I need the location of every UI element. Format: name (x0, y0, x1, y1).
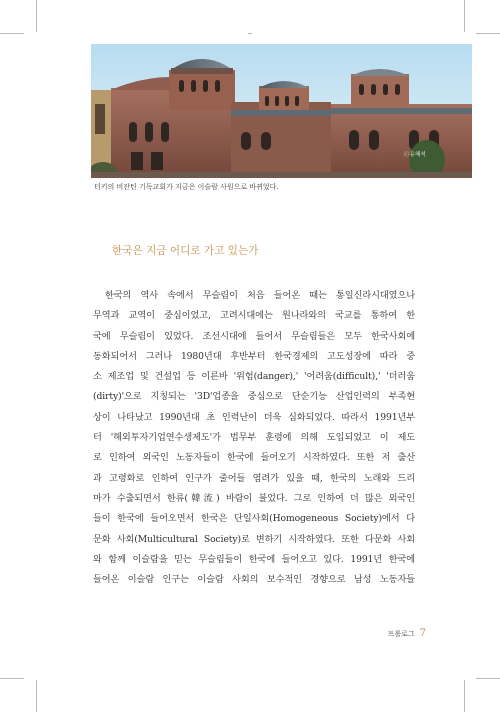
paragraph-line: 소 제조업 및 건설업 등 이른바 '위험(danger),' '어려움(difficult),' '더러움 (93, 371, 415, 383)
crop-mark (464, 680, 465, 712)
paragraph-line: 로 인하여 외국인 노동자들이 한국에 들어오기 시작하였다. 또한 저 출산 (93, 452, 415, 464)
paragraph-line: 동화되어서 그러나 1980년대 후반부터 한국경제의 고도성장에 따라 중 (93, 350, 415, 362)
paragraph-line: 들어온 이슬람 인구는 이슬람 사회의 보수적인 경향으로 남성 노동자들 (93, 574, 415, 586)
body-paragraph (93, 286, 415, 590)
crop-mark (464, 0, 465, 32)
section-heading: 한국은 지금 어디로 가고 있는가 (112, 245, 259, 257)
paragraph-line: 들이 한국에 들어오면서 한국은 단일사회(Homogeneous Society)에서 다 (93, 513, 415, 525)
crop-mark (476, 678, 500, 679)
paragraph-line: 터 '해외투자기업연수생제도'가 법무부 훈령에 의해 도입되었고 이 제도 (93, 432, 415, 444)
paragraph-line: 한국의 역사 속에서 무슬림이 처음 들어온 때는 통일신라시대였으나 (105, 290, 415, 301)
crop-mark (476, 33, 500, 34)
crop-mark (248, 33, 252, 34)
paragraph-line: 상이 나타났고 1990년대 초 인력난이 더욱 심화되었다. 따라서 1991년부 (93, 411, 415, 423)
crop-mark (36, 0, 37, 32)
page-footer (388, 628, 426, 639)
footer-section-label: 프롤로그 (387, 630, 415, 638)
crop-mark (0, 33, 24, 34)
photo-credit: ⓒ유혜석 (403, 152, 426, 158)
photo-caption: 터키의 비잔틴 기독교회가 지금은 이슬람 사원으로 바뀌었다. (94, 183, 279, 191)
paragraph-line: 국에 무슬림이 있었다. 조선시대에 들어서 무슬림들은 모두 한국사회에 (93, 330, 415, 342)
paragraph-line: 과 고령화로 인하여 인구가 줄어들 염려가 있을 때, 한국의 노래와 드리 (93, 472, 415, 484)
paragraph-line: 무역과 교역이 중심이었고, 고려시대에는 원나라와의 국교를 통하여 한 (93, 310, 415, 322)
paragraph-line: 마가 수출되면서 한류(韓流) 바람이 불었다. 그로 인하여 더 많은 외국인 (93, 492, 415, 504)
paragraph-line: (dirty)'으로 지칭되는 '3D'업종을 중심으로 단순기능 산업인력의 부족현 (93, 391, 415, 403)
crop-mark (0, 678, 24, 679)
paragraph-line: 와 함께 이슬람을 믿는 무슬림들이 한국에 들어오고 있다. 1991년 한국에 (93, 553, 415, 565)
paragraph-line: 문화 사회(Multicultural Society)로 변하기 시작하였다. 또한 다문화 사회 (93, 533, 415, 545)
page-number: 7 (419, 628, 426, 639)
church-photo (91, 44, 472, 178)
crop-mark (36, 680, 37, 712)
